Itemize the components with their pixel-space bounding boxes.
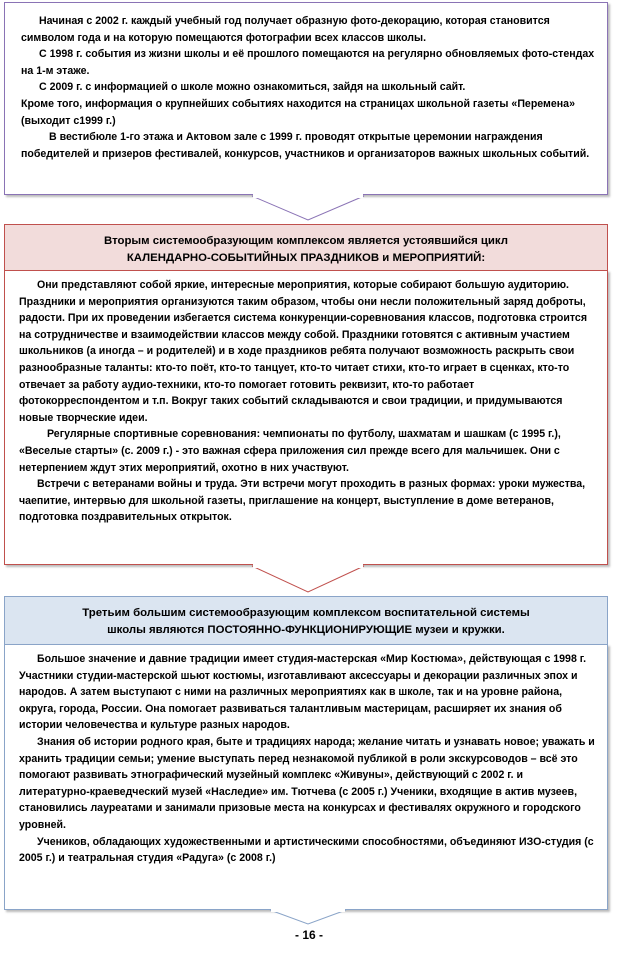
- block2-paragraph-holidays: Они представляют собой яркие, интересные мероприятия, которые собирают большую аудиторию. Праздники и мероприятия организуются таким образом, чтобы они несли положительный заряд доброты, радости. При их проведении избегается система конкуренции-соревнования классов, подготовка строится на сотрудничестве и взаимодействии классов между собой. Праздники готовятся с активным участием школьников (а иногда – и родителей) и в ходе праздников ребята получают возможность раскрыть свои разнообразные таланты: кто-то поёт, кто-то танцует, кто-то читает стихи, кто-то играет в сценках, кто-то отвечает за работу аудио-техники, кто-то помогает готовить реквизит, кто-то работает фотокорреспондентом и т.п. Вокруг таких событий складываются и свои традиции, и придумываются новые творческие идеи.: [19, 279, 588, 424]
- block1-paragraph-photo-stands: С 1998 г. события из жизни школы и её прошлого помещаются на регулярно обновляемых фото-стендах на 1-м этаже.: [21, 48, 595, 77]
- block3-paragraph-costume-studio: Большое значение и давние традиции имеет студия-мастерская «Мир Костюма», действующая с 1998 г. Участники студии-мастерской шьют костюмы, изготавливают аксессуары и декорации различных эпох и народов. А затем выступают с ними на различных мероприятиях как в школе, так и на уровне района, округа, города, России. Она помогает развиваться талантливым мастерицам, расширяет их знания об истории человечества и культуре разных народов.: [19, 653, 587, 732]
- block2-paragraph-sports: Регулярные спортивные соревнования: чемпионаты по футболу, шахматам и шашкам (с 1995 г.), «Веселые старты» (с. 2009 г.) - это важная сфера приложения сил прежде всего для мальчишек. Они с нетерпением ждут этих мероприятий, охотно в них участвуют.: [19, 428, 561, 474]
- down-arrow-icon: [0, 186, 618, 226]
- block1-paragraph-website: С 2009 г. с информацией о школе можно ознакомиться, зайдя на школьный сайт.: [39, 81, 466, 94]
- block3-heading-line1: Третьим большим системообразующим комплексом воспитательной системы: [82, 607, 530, 619]
- block1-paragraph-photo-decoration: Начиная с 2002 г. каждый учебный год получает образную фото-декорацию, которая становится символом года и на которую помещаются фотографии всех классов школы.: [21, 15, 550, 44]
- block1-paragraph-newspaper: Кроме того, информация о крупнейших событиях находится на страницах школьной газеты «Перемена» (выходит с1999 г.): [21, 97, 575, 127]
- block2-heading-line2: КАЛЕНДАРНО-СОБЫТИЙНЫХ ПРАЗДНИКОВ и МЕРОПРИЯТИЙ:: [126, 252, 486, 264]
- block1-paragraph-ceremonies: В вестибюле 1-го этажа и Актовом зале с 1999 г. проводят открытые церемонии награждения победителей и призеров фестивалей, конкурсов, участников и организаторов важных школьных событий.: [21, 131, 590, 160]
- museums-clubs-block: [4, 644, 608, 910]
- history-info-block: [4, 2, 608, 195]
- down-arrow-icon: [0, 556, 618, 598]
- block2-paragraph-veterans: Встречи с ветеранами войны и труда. Эти встречи могут проходить в разных формах: уроки мужества, чаепитие, интервью для школьной газеты, приглашение на концерт, выступление в доме ветеранов, подготовка поздравительных открыток.: [19, 478, 586, 524]
- block3-heading-line2: школы являются ПОСТОЯННО-ФУНКЦИОНИРУЮЩИЕ музеи и кружки.: [107, 624, 505, 636]
- page-number: - 16 -: [294, 928, 323, 942]
- block3-heading: [4, 596, 608, 644]
- block2-heading: [4, 224, 608, 270]
- block3-paragraph-museums: Знания об истории родного края, быте и традициях народа; желание читать и узнавать новое; уважать и хранить традиции семьи; умение выступать перед незнакомой публикой в роли экскурсоводов – всё это помогают развивать этнографический музейный комплекс «Живуны», действующий с 2002 г. и литературно-краеведческий музей «Наследие» им. Тютчева (с 2005 г.) Ученики, входящие в актив музеев, становились лауреатами и занимали призовые места на конкурсах и фестивалях окружного и городского уровней.: [19, 735, 595, 831]
- block2-heading-line1: Вторым системообразующим комплексом является устоявшийся цикл: [104, 235, 508, 247]
- block3-paragraph-art-studios: Учеников, обладающих художественными и артистическими способностями, объединяют ИЗО-студия (с 2005 г.) и театральная студия «Радуга» (с 2008 г.): [19, 835, 594, 865]
- down-arrow-icon: [0, 902, 618, 928]
- holidays-events-block: [4, 270, 608, 565]
